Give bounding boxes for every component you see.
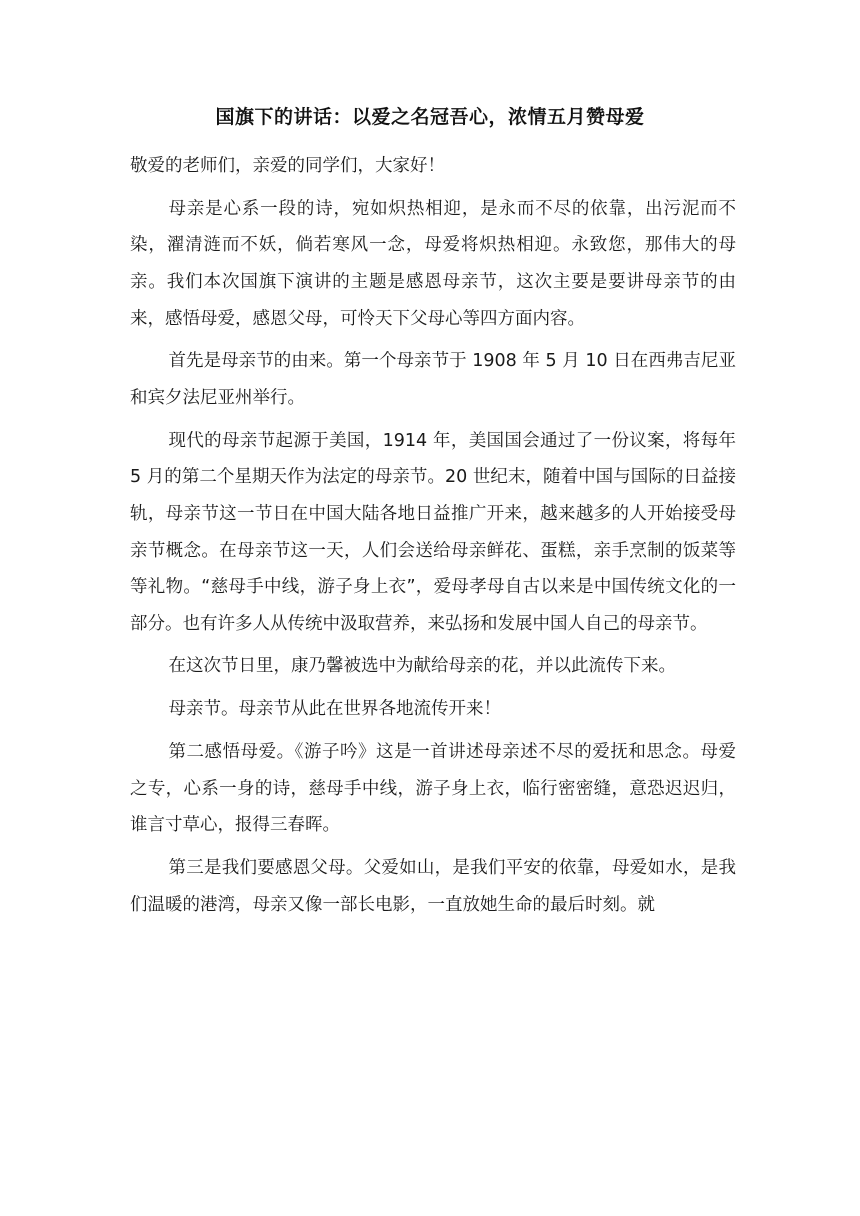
document-title: 国旗下的讲话：以爱之名冠吾心，浓情五月赞母爱 bbox=[215, 106, 645, 128]
paragraph-modern-origin: 现代的母亲节起源于美国，1914 年，美国国会通过了一份议案，将每年 5 月的第二个星期天作为法定的母亲节。20 世纪末，随着中国与国际的日益接轨，母亲节这一节日在中国大陆各地日益推广开来，越来越多的人开始接受母亲节概念。在母亲节这一天，人们会送给母亲鲜花、蛋糕，亲手烹制的饭菜等等礼物。“慈母手中线，游子身上衣”，爱母孝母自古以来是中国传统文化的一部分。也有许多人从传统中汲取营养，来弘扬和发展中国人自己的母亲节。 bbox=[130, 430, 736, 634]
paragraph-spread: 母亲节。母亲节从此在世界各地流传开来！ bbox=[168, 699, 501, 720]
paragraph-gratitude: 第三是我们要感恩父母。父爱如山，是我们平安的依靠，母爱如水，是我们温暖的港湾，母亲又像一部长电影，一直放她生命的最后时刻。就 bbox=[130, 858, 736, 915]
paragraph-origin: 首先是母亲节的由来。第一个母亲节于 1908 年 5 月 10 日在西弗吉尼亚和宾夕法尼亚州举行。 bbox=[130, 351, 736, 408]
greeting-paragraph: 敬爱的老师们，亲爱的同学们，大家好！ bbox=[130, 156, 445, 176]
document-body bbox=[130, 148, 736, 929]
paragraph-carnation: 在这次节日里，康乃馨被选中为献给母亲的花，并以此流传下来。 bbox=[168, 656, 676, 677]
paragraph-intro: 母亲是心系一段的诗，宛如炽热相迎，是永而不尽的依靠，出污泥而不染，濯清涟而不妖，倘若寒风一念，母爱将炽热相迎。永致您，那伟大的母亲。我们本次国旗下演讲的主题是感恩母亲节，这次主要是要讲母亲节的由来，感悟母爱，感恩父母，可怜天下父母心等四方面内容。 bbox=[130, 198, 736, 329]
paragraph-feel-love: 第二感悟母爱。《游子吟》这是一首讲述母亲述不尽的爱抚和思念。母爱之专，心系一身的诗，慈母手中线，游子身上衣，临行密密缝，意恐迟迟归，谁言寸草心，报得三春晖。 bbox=[130, 742, 736, 836]
